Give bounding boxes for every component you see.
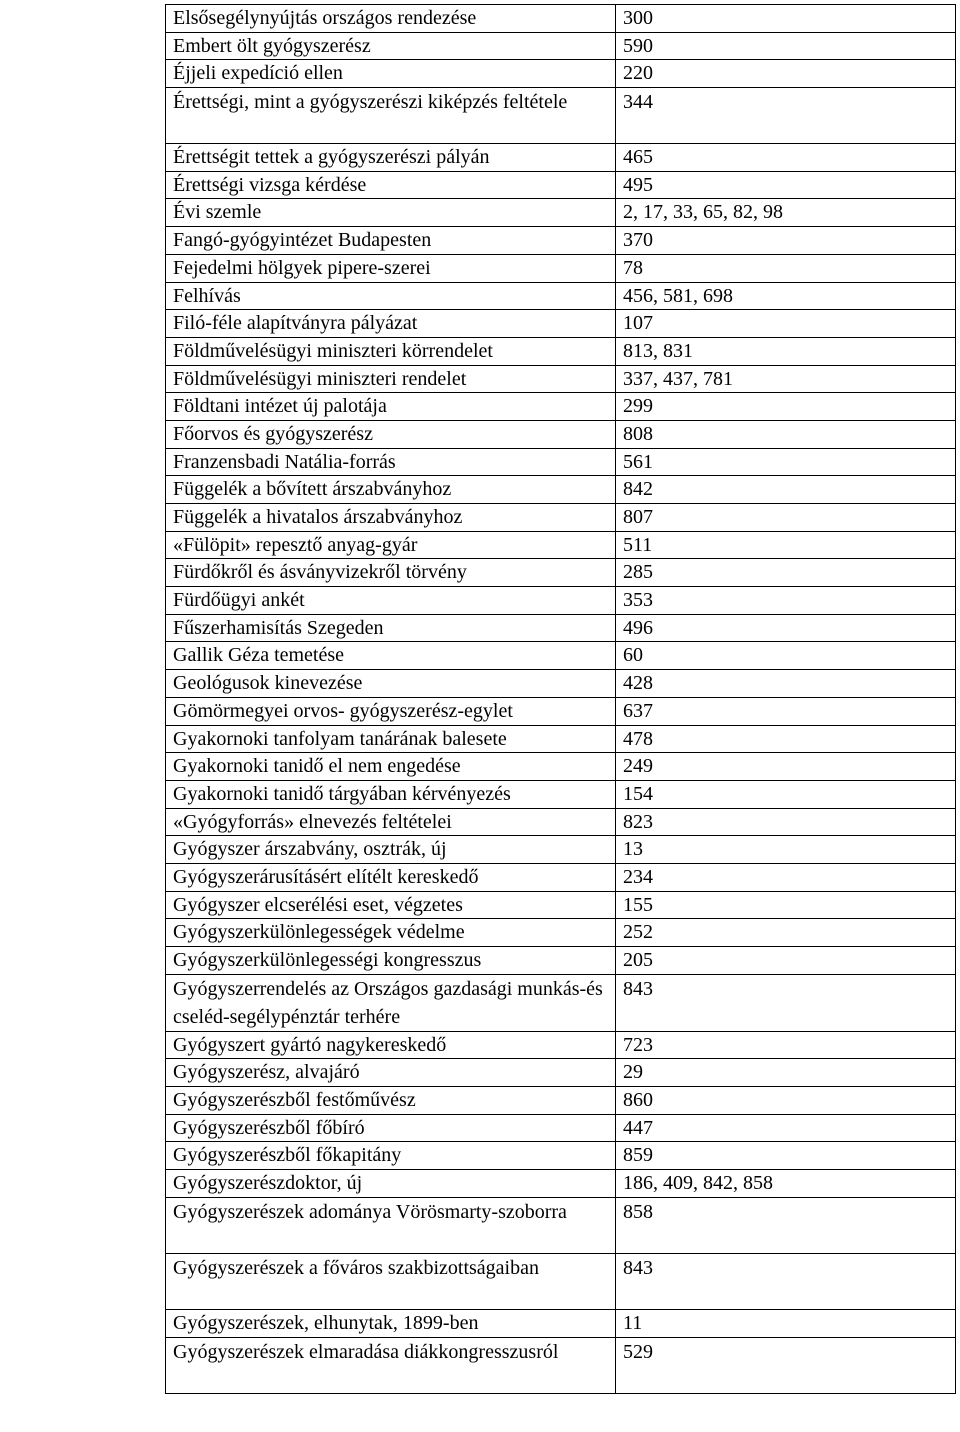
table-row [166,863,956,891]
table-row [166,1087,956,1115]
table-row [166,448,956,476]
index-term-cell: Gyógyszer elcserélési eset, végzetes [166,891,616,919]
index-pages-cell: 249 [616,753,956,781]
index-pages-cell: 478 [616,725,956,753]
table-row [166,282,956,310]
index-term-cell: Franzensbadi Natália-forrás [166,448,616,476]
index-term-cell: Gyógyszerészek a főváros szakbizottságaiban [166,1253,616,1309]
index-term-cell: Földművelésügyi miniszteri körrendelet [166,337,616,365]
index-term-cell: Gyógyszerészek adománya Vörösmarty-szoborra [166,1197,616,1253]
index-pages-cell: 823 [616,808,956,836]
index-term-cell: Gyógyszerkülönlegességi kongresszus [166,947,616,975]
index-term-cell: Gömörmegyei orvos- gyógyszerész-egylet [166,697,616,725]
index-term-cell: Elsősegélynyújtás országos rendezése [166,5,616,33]
index-term-cell: Filó-féle alapítványra pályázat [166,310,616,338]
index-term-cell: Gyógyszerészből festőművész [166,1087,616,1115]
index-table [165,4,956,1394]
index-term-cell: Gyógyszer árszabvány, osztrák, új [166,836,616,864]
index-pages-cell: 807 [616,504,956,532]
index-term-cell: Fürdőkről és ásványvizekről törvény [166,559,616,587]
table-row [166,614,956,642]
table-row [166,531,956,559]
index-term-cell: Gyógyszerész, alvajáró [166,1059,616,1087]
index-term-cell: Földművelésügyi miniszteri rendelet [166,365,616,393]
index-pages-cell: 370 [616,227,956,255]
index-term-cell: Érettségit tettek a gyógyszerészi pályán [166,144,616,172]
index-pages-cell: 843 [616,974,956,1031]
table-row [166,780,956,808]
index-table-body [166,5,956,1394]
index-term-cell: «Gyógyforrás» elnevezés feltételei [166,808,616,836]
index-term-cell: Fangó-gyógyintézet Budapesten [166,227,616,255]
table-row [166,393,956,421]
table-row [166,670,956,698]
index-term-cell: Gyógyszert gyártó nagykereskedő [166,1031,616,1059]
index-pages-cell: 285 [616,559,956,587]
table-row [166,60,956,88]
index-term-cell: Gallik Géza temetése [166,642,616,670]
index-term-cell: Gyógyszerárusításért elítélt kereskedő [166,863,616,891]
index-term-cell: Gyakornoki tanidő tárgyában kérvényezés [166,780,616,808]
table-row [166,144,956,172]
index-pages-cell: 353 [616,587,956,615]
table-row [166,974,956,1031]
index-pages-cell: 843 [616,1253,956,1309]
index-pages-cell: 561 [616,448,956,476]
index-pages-cell: 344 [616,88,956,144]
table-row [166,420,956,448]
table-row [166,725,956,753]
index-term-cell: Függelék a bővített árszabványhoz [166,476,616,504]
index-pages-cell: 155 [616,891,956,919]
table-row [166,836,956,864]
table-row [166,808,956,836]
index-pages-cell: 447 [616,1114,956,1142]
index-term-cell: Földtani intézet új palotája [166,393,616,421]
index-term-cell: Főorvos és gyógyszerész [166,420,616,448]
index-term-cell: Gyógyszerészből főkapitány [166,1142,616,1170]
index-pages-cell: 637 [616,697,956,725]
index-pages-cell: 428 [616,670,956,698]
index-term-cell: Fűszerhamisítás Szegeden [166,614,616,642]
table-row [166,1197,956,1253]
index-pages-cell: 29 [616,1059,956,1087]
index-pages-cell: 496 [616,614,956,642]
table-row [166,254,956,282]
index-pages-cell: 723 [616,1031,956,1059]
index-term-cell: Gyógyszerészek elmaradása diákkongresszusról [166,1337,616,1393]
index-pages-cell: 60 [616,642,956,670]
table-row [166,337,956,365]
index-pages-cell: 456, 581, 698 [616,282,956,310]
index-pages-cell: 107 [616,310,956,338]
table-row [166,697,956,725]
index-pages-cell: 842 [616,476,956,504]
index-term-cell: Függelék a hivatalos árszabványhoz [166,504,616,532]
table-row [166,1114,956,1142]
index-term-cell: Éjjeli expedíció ellen [166,60,616,88]
index-pages-cell: 2, 17, 33, 65, 82, 98 [616,199,956,227]
table-row [166,947,956,975]
table-row [166,919,956,947]
table-row [166,1253,956,1309]
index-term-cell: Gyógyszerészdoktor, új [166,1170,616,1198]
table-row [166,1337,956,1393]
index-term-cell: Gyakornoki tanfolyam tanárának balesete [166,725,616,753]
table-row [166,32,956,60]
table-row [166,476,956,504]
table-row [166,310,956,338]
index-term-cell: Érettségi, mint a gyógyszerészi kiképzés feltétele [166,88,616,144]
index-pages-cell: 186, 409, 842, 858 [616,1170,956,1198]
index-pages-cell: 858 [616,1197,956,1253]
index-term-cell: Geológusok kinevezése [166,670,616,698]
index-pages-cell: 813, 831 [616,337,956,365]
index-term-cell: Érettségi vizsga kérdése [166,171,616,199]
index-pages-cell: 11 [616,1309,956,1337]
table-row [166,365,956,393]
index-pages-cell: 495 [616,171,956,199]
index-term-cell: Fürdőügyi ankét [166,587,616,615]
table-row [166,1309,956,1337]
index-pages-cell: 234 [616,863,956,891]
table-row [166,559,956,587]
index-pages-cell: 337, 437, 781 [616,365,956,393]
table-row [166,891,956,919]
index-pages-cell: 511 [616,531,956,559]
index-term-cell: Fejedelmi hölgyek pipere-szerei [166,254,616,282]
index-term-cell: Gyógyszerrendelés az Országos gazdasági munkás-és cseléd-segélypénztár terhére [166,974,616,1031]
index-pages-cell: 808 [616,420,956,448]
table-row [166,227,956,255]
index-pages-cell: 590 [616,32,956,60]
index-term-cell: Gyógyszerészből főbíró [166,1114,616,1142]
table-row [166,88,956,144]
table-row [166,5,956,33]
index-pages-cell: 859 [616,1142,956,1170]
table-row [166,1059,956,1087]
index-pages-cell: 154 [616,780,956,808]
index-pages-cell: 299 [616,393,956,421]
index-pages-cell: 78 [616,254,956,282]
index-pages-cell: 860 [616,1087,956,1115]
index-pages-cell: 465 [616,144,956,172]
table-row [166,642,956,670]
index-term-cell: Gyógyszerészek, elhunytak, 1899-ben [166,1309,616,1337]
table-row [166,587,956,615]
index-pages-cell: 13 [616,836,956,864]
table-row [166,753,956,781]
index-pages-cell: 300 [616,5,956,33]
index-pages-cell: 205 [616,947,956,975]
index-term-cell: Évi szemle [166,199,616,227]
table-row [166,199,956,227]
table-row [166,1142,956,1170]
table-row [166,504,956,532]
index-term-cell: Gyógyszerkülönlegességek védelme [166,919,616,947]
index-pages-cell: 252 [616,919,956,947]
index-term-cell: Gyakornoki tanidő el nem engedése [166,753,616,781]
index-pages-cell: 220 [616,60,956,88]
table-row [166,1170,956,1198]
table-row [166,171,956,199]
table-row [166,1031,956,1059]
index-term-cell: Felhívás [166,282,616,310]
index-term-cell: Embert ölt gyógyszerész [166,32,616,60]
index-pages-cell: 529 [616,1337,956,1393]
index-term-cell: «Fülöpit» repesztő anyag-gyár [166,531,616,559]
